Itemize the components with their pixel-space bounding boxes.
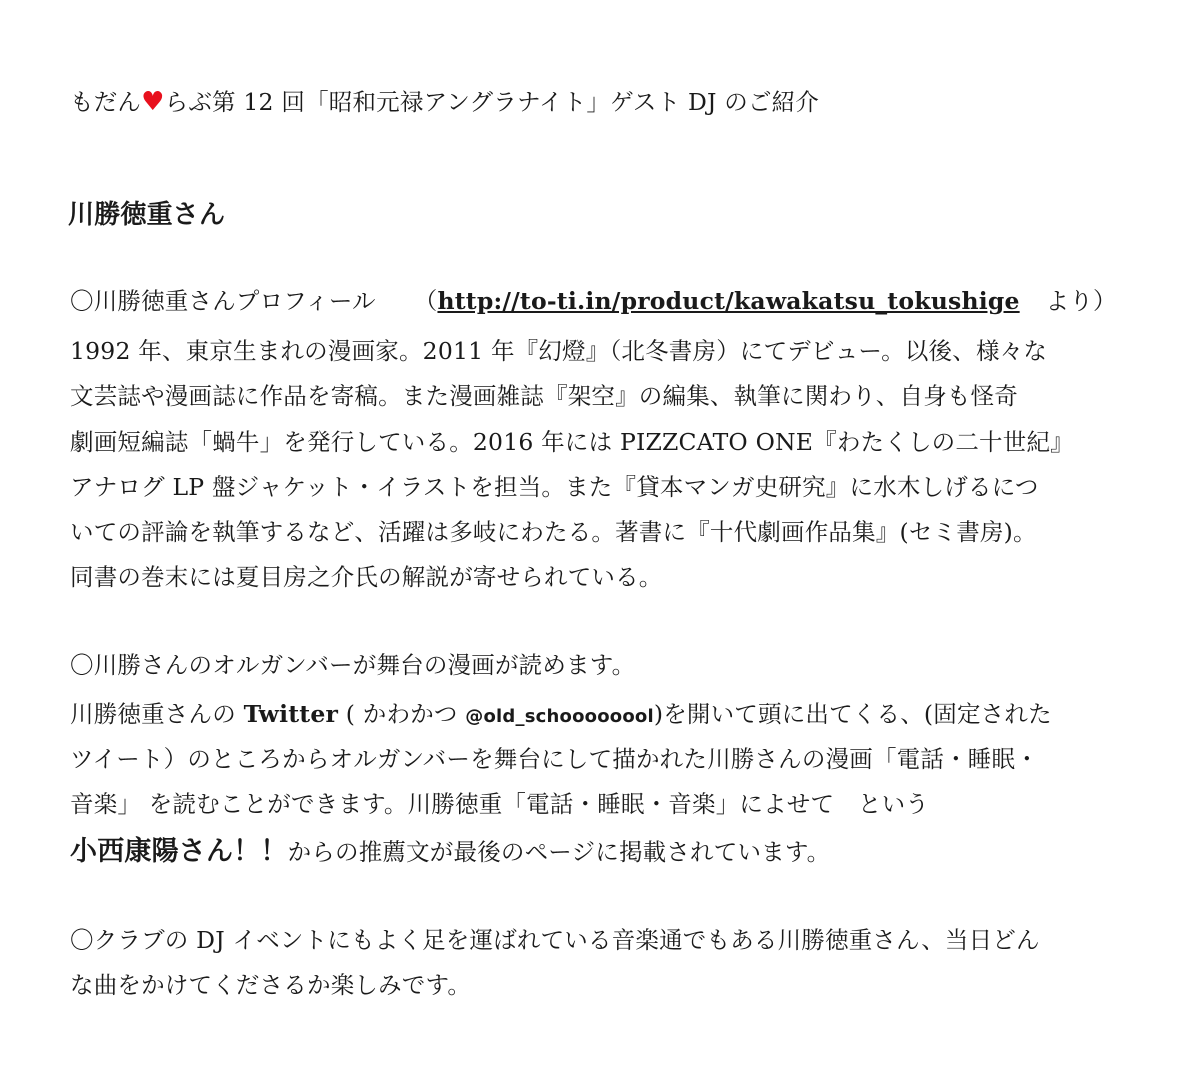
source-open-paren: （: [413, 287, 438, 315]
twitter-post-text: )を開いて頭に出てくる、(固定された: [653, 700, 1052, 728]
profile-line: 1992 年、東京生まれの漫画家。2011 年『幻燈』（北冬書房）にてデビュー。以後、様々な: [70, 337, 1048, 365]
dj-line: 〇クラブの DJ イベントにもよく足を運ばれている音楽通でもある川勝徳重さん、当日どん: [70, 926, 1040, 954]
manga-line: ツイート）のところからオルガンバーを舞台にして描かれた川勝さんの漫画「電話・睡眠・: [70, 745, 1039, 773]
title-suffix: らぶ第 12 回「昭和元禄アングラナイト」ゲスト DJ のご紹介: [164, 88, 820, 116]
twitter-pre-text: 川勝徳重さんの: [70, 700, 236, 728]
source-close: より）: [1045, 287, 1117, 315]
recommendation-rest: からの推薦文が最後のページに掲載されています。: [287, 838, 831, 866]
profile-line: 文芸誌や漫画誌に作品を寄稿。また漫画雑誌『架空』の編集、執筆に関わり、自身も怪奇: [70, 382, 1018, 410]
manga-line: 音楽」 を読むことができます。川勝徳重「電話・睡眠・音楽」によせて という: [70, 790, 929, 818]
title-prefix: もだん: [70, 88, 142, 116]
profile-line: 同書の巻末には夏目房之介氏の解説が寄せられている。: [70, 563, 663, 591]
profile-heading: 〇川勝徳重さんプロフィール: [70, 287, 376, 315]
dj-line: な曲をかけてくださるか楽しみです。: [70, 971, 472, 999]
profile-line: アナログ LP 盤ジャケット・イラストを担当。また『貸本マンガ史研究』に水木しげるにつ: [70, 473, 1039, 501]
twitter-word: Twitter: [243, 700, 339, 728]
profile-line: いての評論を執筆するなど、活躍は多岐にわたる。著書に『十代劇画作品集』(セミ書房)。: [70, 518, 1037, 546]
event-title: [70, 89, 819, 115]
twitter-handle-link[interactable]: @old_schoooooool: [465, 706, 654, 727]
twitter-line: [70, 700, 1052, 728]
recommender-name: 小西康陽さん！！: [70, 836, 288, 867]
profile-source-link[interactable]: http://to-ti.in/product/kawakatsu_tokushige: [437, 287, 1020, 315]
profile-heading-line: [70, 287, 1117, 315]
heart-icon: ♥: [141, 87, 165, 117]
manga-heading: 〇川勝さんのオルガンバーが舞台の漫画が読めます。: [70, 651, 636, 679]
recommendation-line: [70, 838, 830, 865]
guest-name-heading: 川勝徳重さん: [68, 200, 226, 230]
profile-line: 劇画短編誌「蝸牛」を発行している。2016 年には PIZZCATO ONE『わたくしの二十世紀』: [70, 428, 1074, 456]
twitter-paren-open: ( かわかつ: [345, 700, 458, 728]
